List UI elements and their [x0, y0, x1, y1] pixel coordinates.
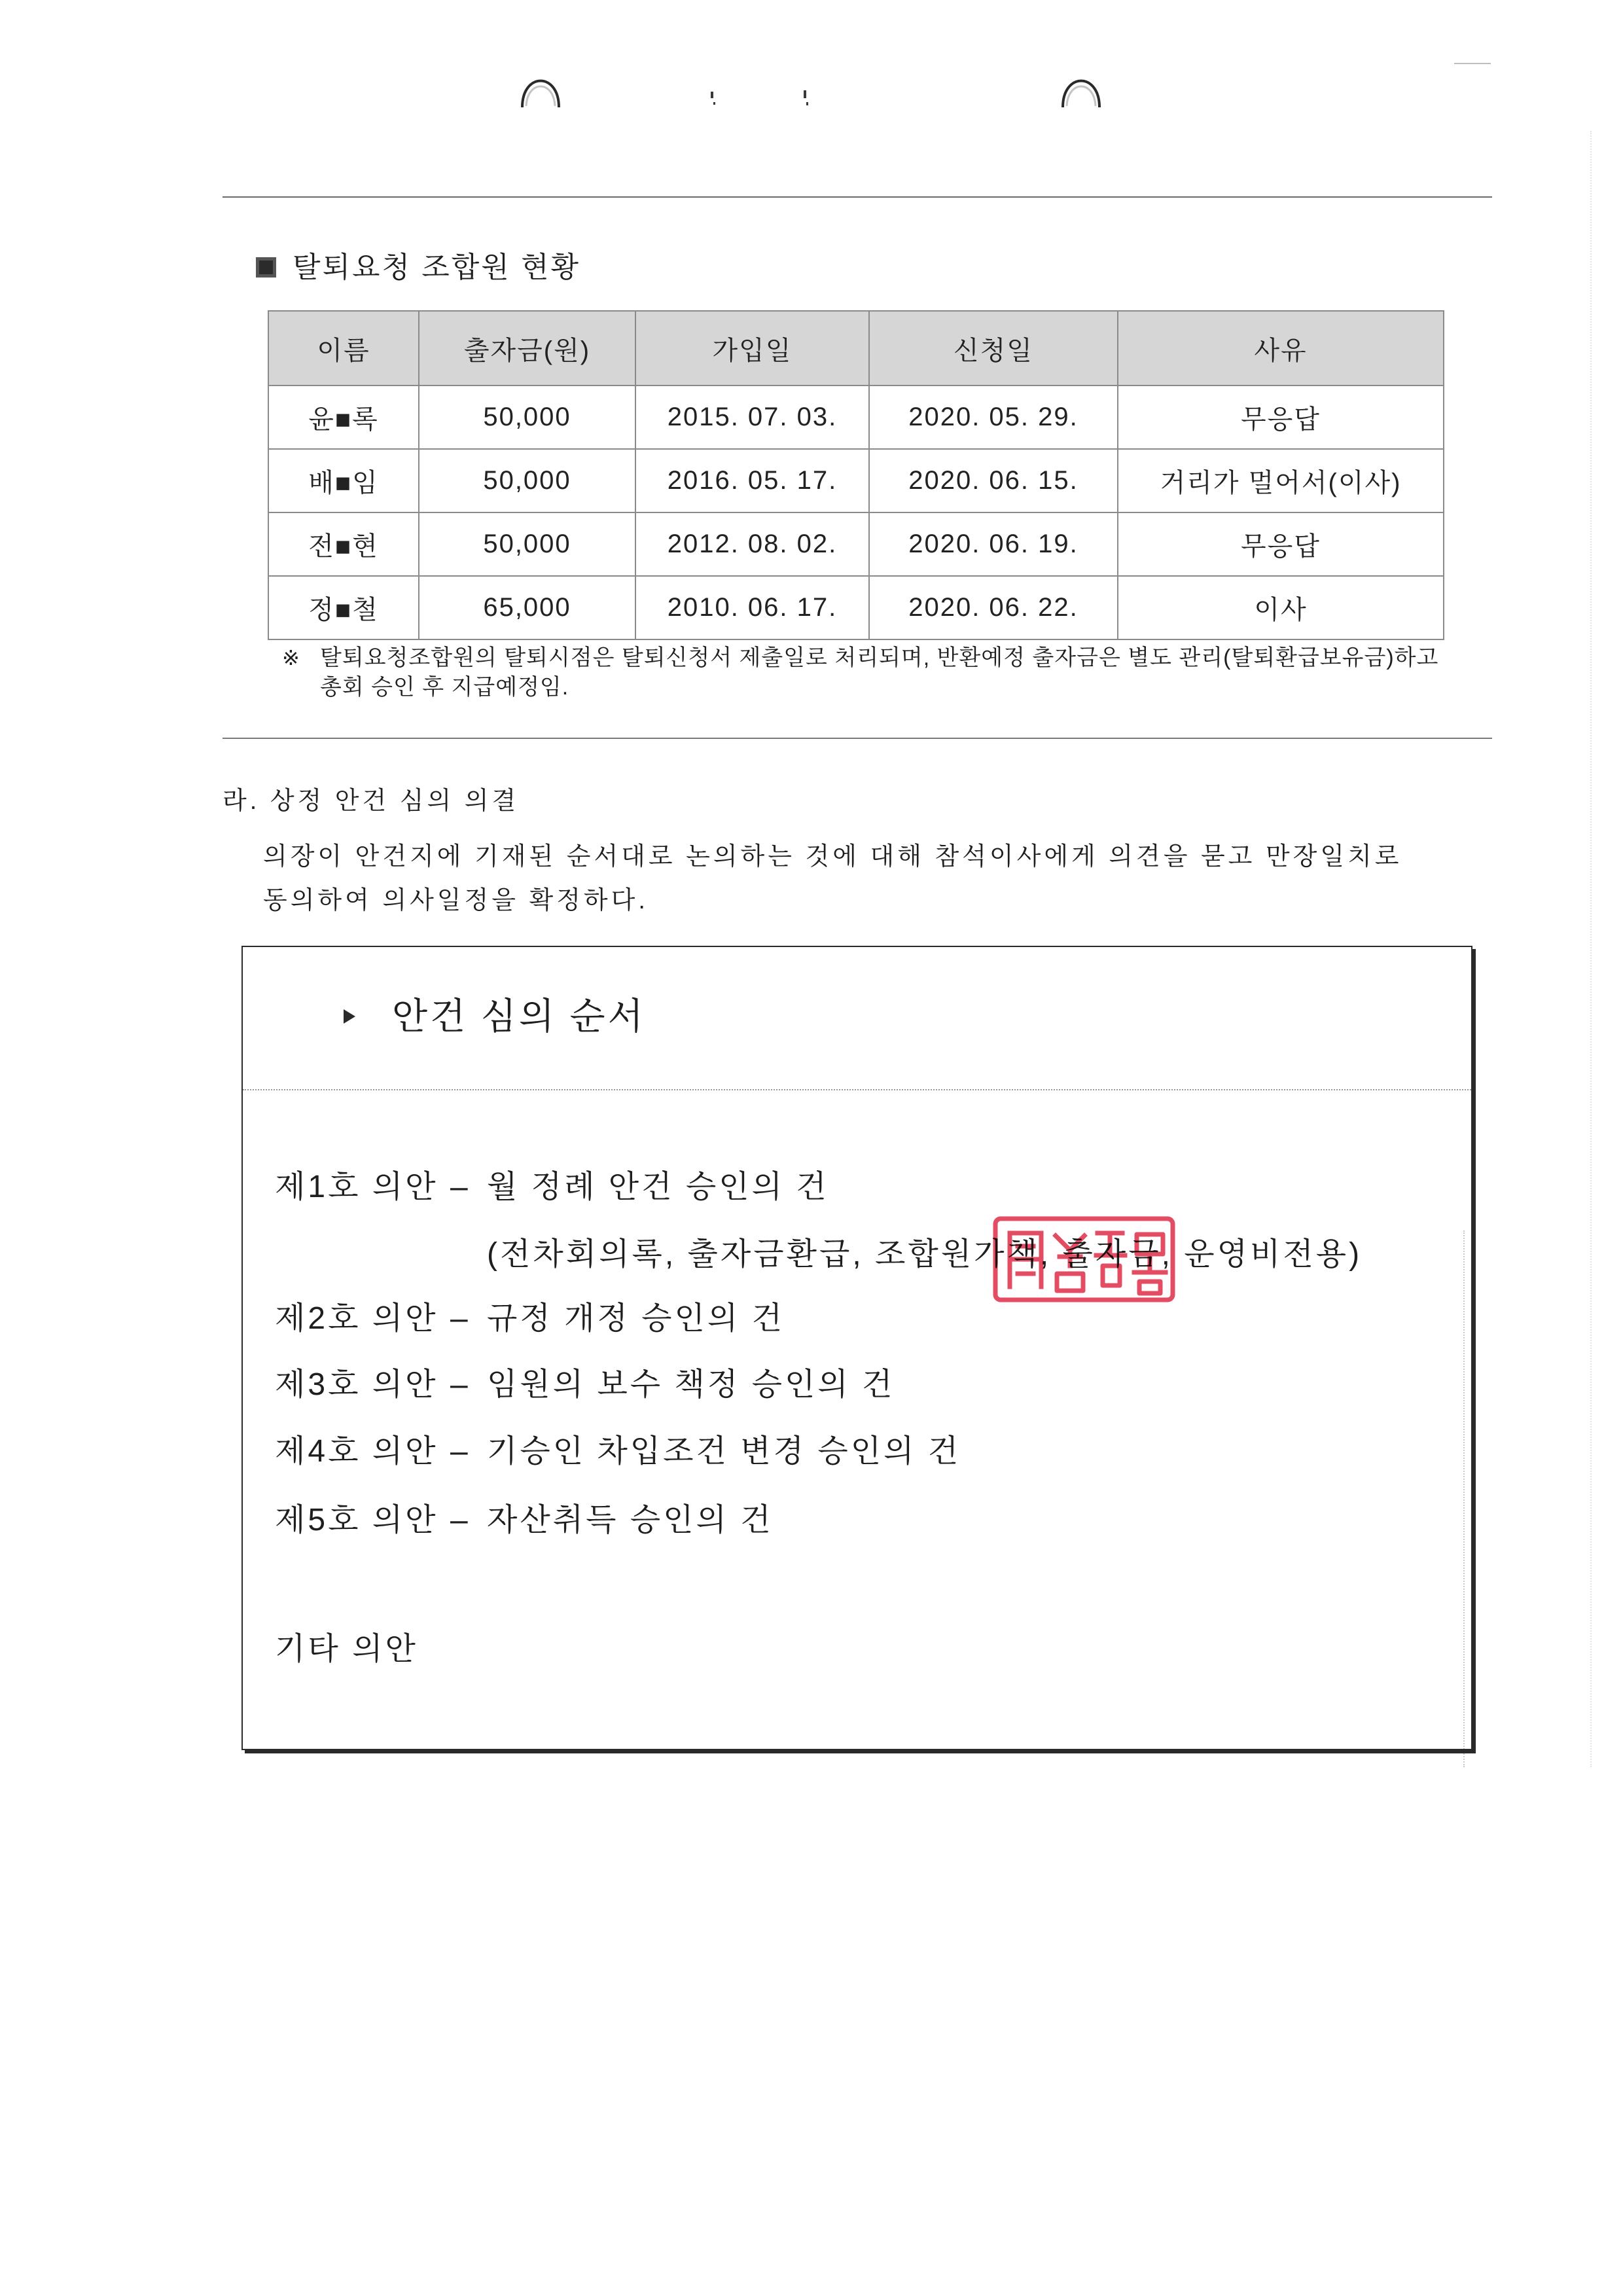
- note-line-1: 탈퇴요청조합원의 탈퇴시점은 탈퇴신청서 제출일로 처리되며, 반환예정 출자금은 별도 관리(탈퇴환급보유금)하고: [320, 645, 1439, 670]
- agenda-item-text: 자산취득 승인의 건: [487, 1503, 774, 1537]
- cell-request-date: 2020. 06. 22.: [869, 576, 1118, 639]
- agenda-item-text: 임원의 보수 책정 승인의 건: [487, 1367, 895, 1402]
- agenda-item-dash: –: [450, 1503, 471, 1537]
- triangle-right-icon: [344, 1009, 355, 1024]
- column-header-request-date: 신청일: [869, 311, 1118, 386]
- column-header-join-date: 가입일: [635, 311, 869, 386]
- punch-hole-left: [520, 68, 562, 109]
- table-header-row: [268, 311, 1444, 386]
- dotted-divider: [243, 1089, 1471, 1090]
- scan-mark: [804, 90, 806, 98]
- column-header-reason: 사유: [1118, 311, 1444, 386]
- cell-join-date: 2012. 08. 02.: [635, 512, 869, 576]
- cell-reason: 거리가 멀어서(이사): [1118, 449, 1444, 512]
- agenda-section-title: 라. 상정 안건 심의 의결: [223, 787, 520, 815]
- table-row: [268, 512, 1444, 576]
- column-header-name: 이름: [268, 311, 419, 386]
- cell-request-date: 2020. 06. 15.: [869, 449, 1118, 512]
- cell-name: 정■철: [268, 576, 419, 639]
- agenda-item-label: 제1호 의안: [275, 1170, 438, 1204]
- cell-name: 윤■록: [268, 386, 419, 449]
- section-heading: 탈퇴요청 조합원 현황: [293, 251, 580, 283]
- agenda-item: [275, 1501, 774, 1540]
- cell-contribution: 50,000: [419, 512, 635, 576]
- top-divider: [223, 196, 1492, 198]
- agenda-item-label: 제2호 의안: [275, 1301, 438, 1336]
- cell-reason: 이사: [1118, 576, 1444, 639]
- square-bullet-icon: [256, 257, 276, 278]
- note-line-2: 총회 승인 후 지급예정임.: [320, 675, 569, 700]
- withdrawal-members-table: [268, 310, 1444, 640]
- agenda-body-line-1: 의장이 안건지에 기재된 순서대로 논의하는 것에 대해 참석이사에게 의견을 묻고 만장일치로: [263, 843, 1402, 870]
- agenda-item-text: 월 정례 안건 승인의 건: [487, 1170, 829, 1204]
- agenda-item-text: 기승인 차입조건 변경 승인의 건: [487, 1434, 961, 1469]
- agenda-item: [275, 1365, 895, 1405]
- cell-join-date: 2015. 07. 03.: [635, 386, 869, 449]
- scan-mark: [711, 92, 713, 98]
- agenda-box-title: 안건 심의 순서: [392, 996, 646, 1037]
- table-row: [268, 386, 1444, 449]
- scan-mark: [806, 102, 808, 105]
- column-header-contribution: 출자금(원): [419, 311, 635, 386]
- agenda-item-dash: –: [450, 1367, 471, 1402]
- cell-reason: 무응답: [1118, 386, 1444, 449]
- cell-contribution: 50,000: [419, 386, 635, 449]
- cell-request-date: 2020. 05. 29.: [869, 386, 1118, 449]
- agenda-item: [275, 1432, 961, 1471]
- cell-join-date: 2010. 06. 17.: [635, 576, 869, 639]
- agenda-item-dash: –: [450, 1170, 471, 1204]
- cell-name: 전■현: [268, 512, 419, 576]
- agenda-item-label: 제5호 의안: [275, 1503, 438, 1537]
- table-row: [268, 449, 1444, 512]
- red-seal-stamp: [991, 1213, 1177, 1304]
- agenda-body-line-2: 동의하여 의사일정을 확정하다.: [263, 887, 649, 914]
- scan-mark: [713, 102, 715, 105]
- agenda-item: [275, 1299, 785, 1338]
- cell-request-date: 2020. 06. 19.: [869, 512, 1118, 576]
- cell-contribution: 65,000: [419, 576, 635, 639]
- cell-contribution: 50,000: [419, 449, 635, 512]
- agenda-item-label: 제3호 의안: [275, 1367, 438, 1402]
- agenda-item-dash: –: [450, 1434, 471, 1469]
- agenda-order-box: [241, 946, 1472, 1750]
- section-divider: [223, 738, 1492, 739]
- agenda-item-text: 규정 개정 승인의 건: [487, 1301, 785, 1336]
- cell-join-date: 2016. 05. 17.: [635, 449, 869, 512]
- punch-hole-right: [1060, 68, 1102, 109]
- table-row: [268, 576, 1444, 639]
- cell-reason: 무응답: [1118, 512, 1444, 576]
- agenda-item-label: 제4호 의안: [275, 1434, 438, 1469]
- scan-noise: [1454, 63, 1491, 64]
- other-agenda: 기타 의안: [275, 1632, 418, 1666]
- cell-name: 배■임: [268, 449, 419, 512]
- scan-noise: [1590, 131, 1592, 1767]
- reference-mark: ※: [282, 646, 300, 670]
- agenda-item-1-detail: (전차회의록, 출자금환급, 조합원가책, 출자금, 운영비전용): [487, 1237, 1363, 1272]
- agenda-item: [275, 1168, 829, 1207]
- agenda-item-dash: –: [450, 1301, 471, 1336]
